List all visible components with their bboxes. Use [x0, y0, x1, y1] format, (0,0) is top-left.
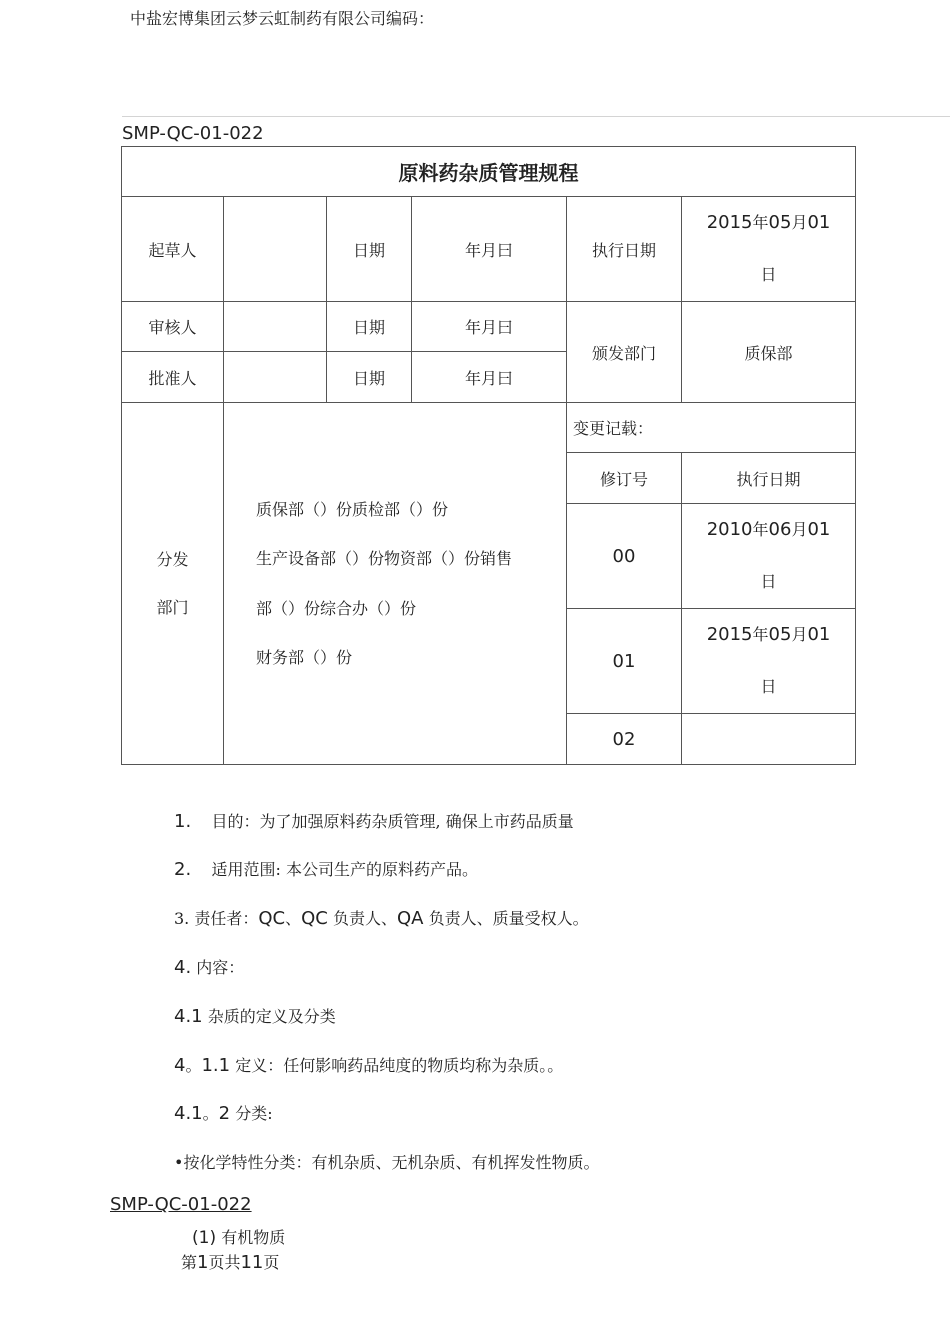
review-date-value: 年月曰	[412, 302, 567, 352]
distribution-line: 财务部（）份	[256, 648, 353, 667]
drafter-value	[224, 197, 327, 302]
revision-no: 00	[567, 504, 682, 609]
drafter-label: 起草人	[122, 197, 224, 302]
document-control-table	[121, 146, 856, 765]
distribution-label: 分发 部门	[122, 403, 224, 765]
distribution-line: 质保部（）份质检部（）份	[256, 499, 449, 519]
revision-date	[682, 714, 856, 765]
page-number: 第1页共11页	[181, 1252, 280, 1273]
exec-date-value: 2015年05月01 日	[682, 197, 856, 302]
item-responsible: 3. 责任者：QC、QC 负责人、QA 负责人、质量受权人。	[174, 908, 589, 929]
company-header: 中盐宏博集团云梦云虹制药有限公司编码：	[130, 9, 435, 28]
document-title: 原料药杂质管理规程	[122, 147, 856, 197]
revision-no: 01	[567, 609, 682, 714]
review-date-label: 日期	[327, 302, 412, 352]
approve-date-value: 年月曰	[412, 352, 567, 403]
reviewer-value	[224, 302, 327, 352]
document-code: SMP-QC-01-022	[122, 123, 264, 144]
approver-label: 批准人	[122, 352, 224, 403]
issue-dept-value: 质保部	[682, 302, 856, 403]
approver-value	[224, 352, 327, 403]
revision-no: 02	[567, 714, 682, 765]
item-4-1: 4.1 杂质的定义及分类	[174, 1006, 336, 1027]
draft-date-value: 年月曰	[412, 197, 567, 302]
item-scope: 2. 适用范围: 本公司生产的原料药产品。	[174, 859, 479, 880]
change-record-label: 变更记载：	[567, 403, 856, 453]
header-divider	[122, 116, 950, 117]
item-4-1-2: 4.1。2 分类:	[174, 1103, 273, 1124]
distribution-line: 生产设备部（）份物资部（）份销售	[256, 549, 513, 568]
approve-date-label: 日期	[327, 352, 412, 403]
issue-dept-label: 颁发部门	[567, 302, 682, 403]
bullet-classification: •按化学特性分类：有机杂质、无机杂质、有机挥发性物质。	[174, 1153, 600, 1172]
footer-document-code: SMP-QC-01-022	[110, 1194, 252, 1215]
distribution-list	[224, 403, 567, 765]
item-purpose: 1. 目的：为了加强原料药杂质管理, 确保上市药品质量	[174, 811, 574, 832]
item-4-1-1: 4。1.1 定义：任何影响药品纯度的物质均称为杂质。。	[174, 1055, 564, 1076]
revision-date: 2010年06月01 日	[682, 504, 856, 609]
revision-no-header: 修订号	[567, 453, 682, 504]
revision-date-header: 执行日期	[682, 453, 856, 504]
distribution-line: 部（）份综合办（）份	[256, 598, 417, 618]
revision-date: 2015年05月01 日	[682, 609, 856, 714]
item-content: 4. 内容：	[174, 957, 245, 978]
draft-date-label: 日期	[327, 197, 412, 302]
exec-date-label: 执行日期	[567, 197, 682, 302]
reviewer-label: 审核人	[122, 302, 224, 352]
sub-item-organic: (1) 有机物质	[192, 1228, 286, 1248]
